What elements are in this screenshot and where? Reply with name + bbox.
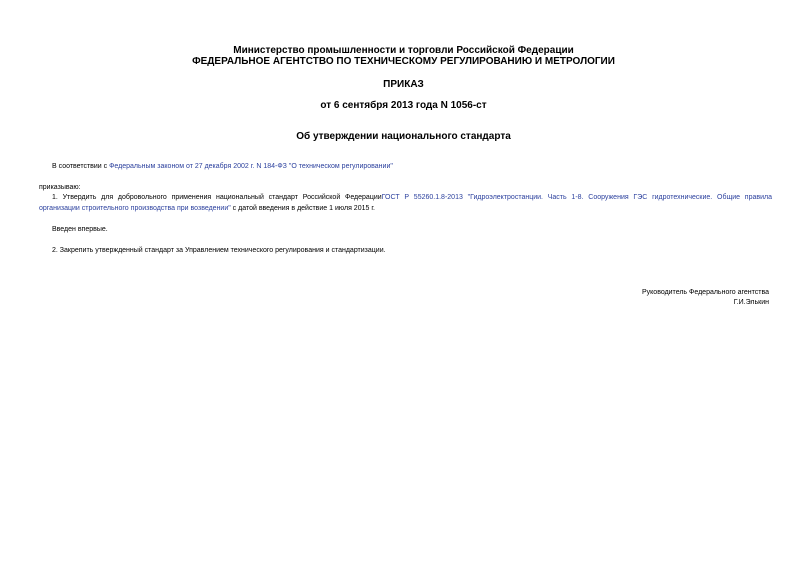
gost-link-line2[interactable]: организации строительного производства при возведении"	[39, 205, 231, 212]
item1-line2	[39, 204, 375, 213]
doc-type-heading: ПРИКАЗ	[383, 79, 424, 90]
ministry-title: Министерство промышленности и торговли Российской Федерации	[233, 45, 574, 56]
agency-title: ФЕДЕРАЛЬНОЕ АГЕНТСТВО ПО ТЕХНИЧЕСКОМУ РЕГУЛИРОВАНИЮ И МЕТРОЛОГИИ	[192, 56, 615, 67]
preamble-prefix: В соответствии с	[52, 163, 110, 170]
gost-link-line1[interactable]: ГОСТ Р 55260.1.8-2013 "Гидроэлектростанции. Часть 1-8. Сооружения ГЭС гидротехнические. Общие правила	[381, 194, 772, 201]
signatory-position: Руководитель Федерального агентства	[641, 289, 769, 296]
federal-law-link[interactable]: Федеральным законом от 27 декабря 2002 г. N 184-ФЗ "О техническом регулировании"	[109, 163, 393, 170]
order-subject: Об утверждении национального стандарта	[296, 131, 511, 142]
signatory-name: Г.И.Элькин	[733, 299, 769, 306]
item1-line1	[39, 193, 772, 203]
item2-paragraph: 2. Закрепить утвержденный стандарт за Управлением технического регулирования и стандартизации.	[52, 247, 386, 254]
order-date-number: от 6 сентября 2013 года N 1056-ст	[320, 100, 487, 111]
preamble-paragraph	[52, 162, 393, 171]
item1-prefix: 1. Утвердить для добровольного применения национальный стандарт Российской Федерации	[52, 194, 382, 201]
item1-suffix: с датой введения в действие 1 июля 2015 г.	[230, 205, 375, 212]
order-word: приказываю:	[39, 184, 81, 191]
introduced-note: Введен впервые.	[52, 226, 108, 233]
